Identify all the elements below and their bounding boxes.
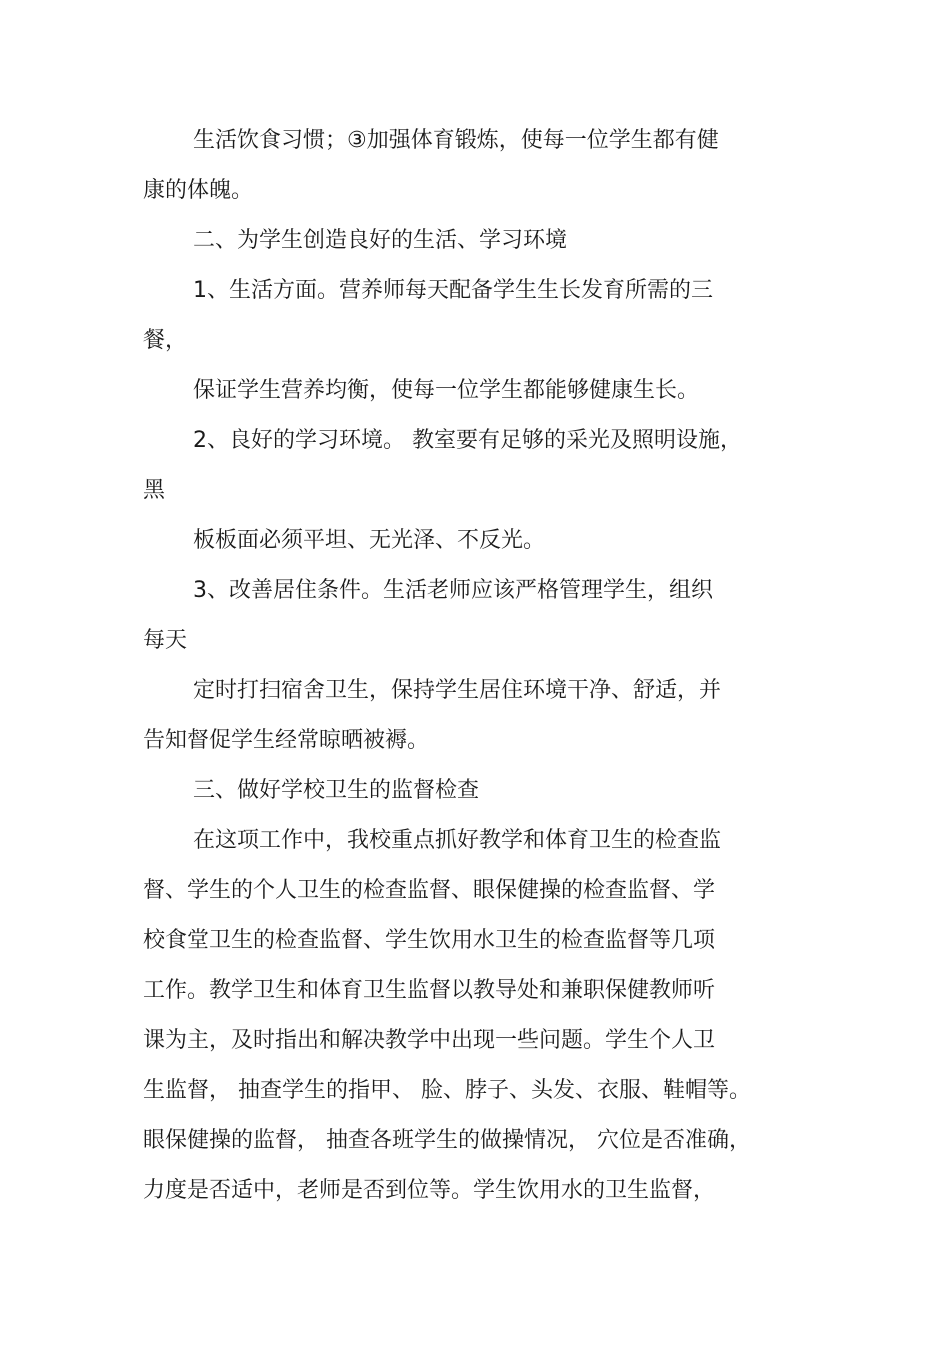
- paragraph-line: 校食堂卫生的检查监督、学生饮用水卫生的检查监督等几项: [143, 928, 716, 953]
- paragraph-line: 2、良好的学习环境。 教室要有足够的采光及照明设施，: [193, 428, 742, 453]
- section-heading: 二、为学生创造良好的生活、学习环境: [193, 228, 568, 253]
- section-heading: 三、做好学校卫生的监督检查: [193, 778, 480, 803]
- paragraph-line: 督、学生的个人卫生的检查监督、眼保健操的检查监督、学: [143, 878, 716, 903]
- paragraph-line: 餐，: [143, 328, 188, 353]
- paragraph-line: 定时打扫宿舍卫生，保持学生居住环境干净、舒适，并: [193, 678, 722, 703]
- paragraph-line: 生监督， 抽查学生的指甲、 脸、脖子、头发、衣服、鞋帽等。: [143, 1078, 751, 1103]
- paragraph-line: 力度是否适中，老师是否到位等。学生饮用水的卫生监督，: [143, 1178, 716, 1203]
- paragraph-line: 3、改善居住条件。生活老师应该严格管理学生，组织: [193, 578, 713, 603]
- paragraph-line: 在这项工作中，我校重点抓好教学和体育卫生的检查监: [193, 828, 722, 853]
- paragraph-line: 保证学生营养均衡，使每一位学生都能够健康生长。: [193, 378, 700, 403]
- paragraph-line: 黑: [143, 478, 166, 503]
- paragraph-line: 生活饮食习惯；③加强体育锻炼，使每一位学生都有健: [193, 128, 719, 153]
- paragraph-line: 每天: [143, 628, 188, 653]
- paragraph-line: 1、生活方面。营养师每天配备学生生长发育所需的三: [193, 278, 713, 303]
- paragraph-line: 眼保健操的监督， 抽查各班学生的做操情况， 穴位是否准确，: [143, 1128, 751, 1153]
- paragraph-line: 课为主，及时指出和解决教学中出现一些问题。学生个人卫: [143, 1028, 716, 1053]
- paragraph-line: 板板面必须平坦、无光泽、不反光。: [193, 528, 546, 553]
- paragraph-line: 康的体魄。: [143, 178, 254, 203]
- paragraph-line: 工作。教学卫生和体育卫生监督以教导处和兼职保健教师听: [143, 978, 716, 1003]
- paragraph-line: 告知督促学生经常晾晒被褥。: [143, 728, 430, 753]
